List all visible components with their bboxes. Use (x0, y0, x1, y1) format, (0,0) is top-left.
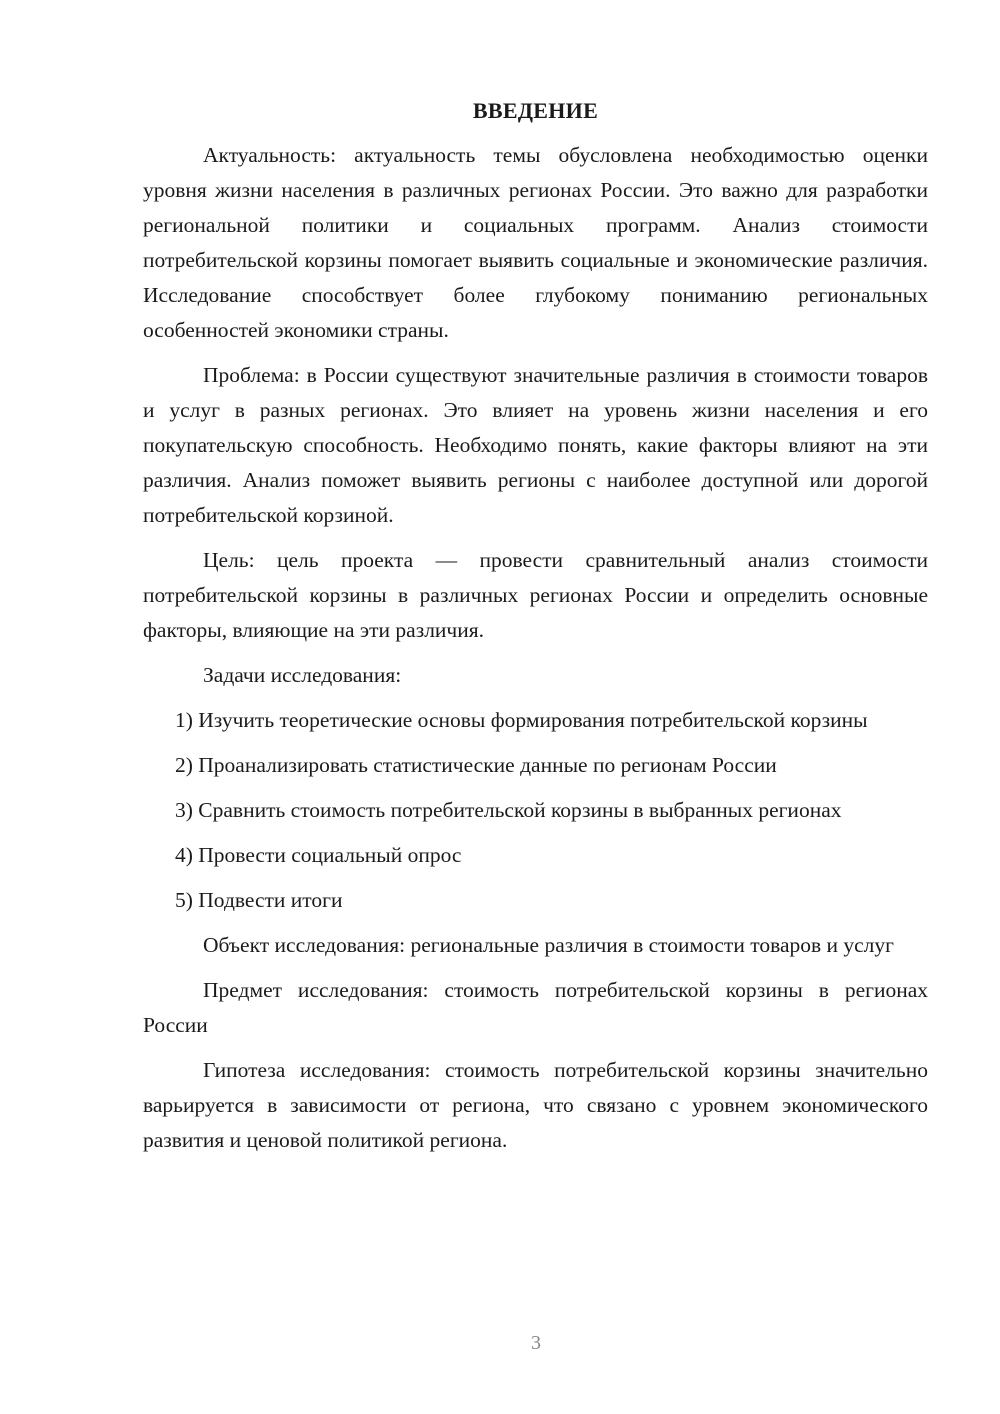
page-number: 3 (531, 1332, 541, 1354)
task-item-3: 3) Сравнить стоимость потребительской корзины в выбранных регионах (175, 798, 842, 822)
task-item-4: 4) Провести социальный опрос (175, 843, 462, 867)
section-title: ВВЕДЕНИЕ (472, 98, 599, 123)
relevance-paragraph: Актуальность: актуальность темы обусловлена необходимостью оценки уровня жизни населения в различных регионах России. Это важно для разработки региональной политики и социальных программ. Анализ стоимости потребительской корзины помогает выявить социальные и экономические различия. Исследование способствует более глубокому пониманию региональных особенностей экономики страны. (143, 143, 928, 342)
object-paragraph: Объект исследования: региональные различия в стоимости товаров и услуг (203, 933, 894, 957)
document-page (143, 96, 928, 1168)
goal-paragraph: Цель: цель проекта — провести сравнительный анализ стоимости потребительской корзины в различных регионах России и определить основные факторы, влияющие на эти различия. (143, 548, 928, 642)
problem-paragraph: Проблема: в России существуют значительные различия в стоимости товаров и услуг в разных регионах. Это влияет на уровень жизни населения и его покупательскую способность. Необходимо понять, какие факторы влияют на эти различия. Анализ поможет выявить регионы с наиболее доступной или дорогой потребительской корзиной. (143, 363, 928, 527)
task-item-1: 1) Изучить теоретические основы формирования потребительской корзины (175, 708, 868, 732)
hypothesis-paragraph: Гипотеза исследования: стоимость потребительской корзины значительно варьируется в зависимости от региона, что связано с уровнем экономического развития и ценовой политикой региона. (143, 1058, 928, 1152)
task-item-5: 5) Подвести итоги (175, 888, 343, 912)
subject-paragraph: Предмет исследования: стоимость потребительской корзины в регионах России (143, 978, 928, 1037)
task-item-2: 2) Проанализировать статистические данные по регионам России (175, 753, 777, 777)
tasks-heading: Задачи исследования: (203, 663, 402, 687)
